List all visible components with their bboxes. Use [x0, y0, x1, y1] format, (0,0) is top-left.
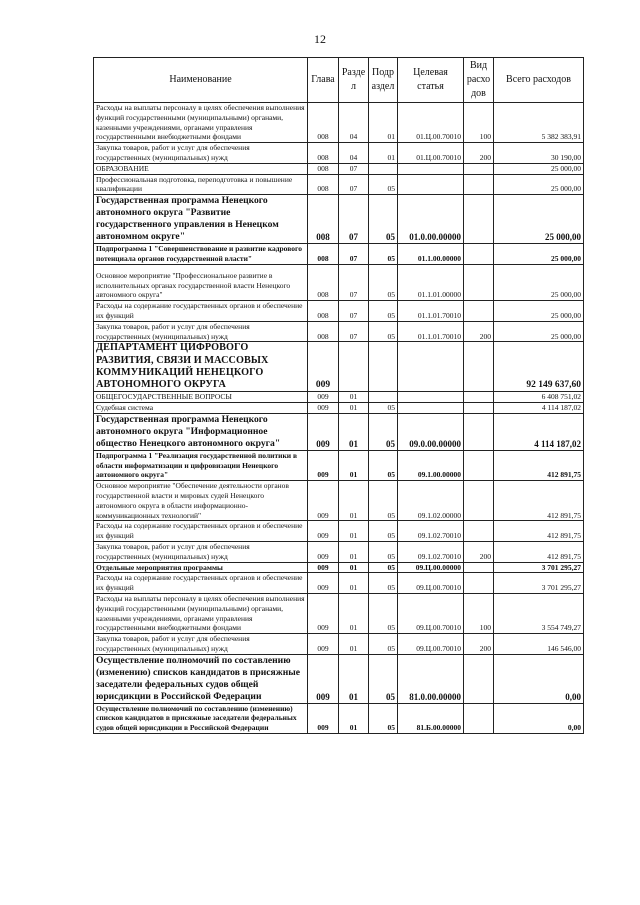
- cell-tselevaya: 09.1.02.70010: [398, 521, 464, 542]
- cell-podrazdel: 05: [369, 301, 398, 322]
- cell-podrazdel: 05: [369, 413, 398, 450]
- cell-vid: [464, 654, 494, 703]
- cell-amount: 25 000,00: [494, 163, 584, 174]
- cell-amount: 412 891,75: [494, 481, 584, 521]
- cell-name: Осуществление полномочий по составлению (изменению) списков кандидатов в присяжные заседатели федеральных судов общей юрисдикции в Российской Федерации: [94, 654, 308, 703]
- cell-podrazdel: 05: [369, 481, 398, 521]
- cell-podrazdel: [369, 392, 398, 403]
- table-row: [94, 634, 584, 655]
- table-row: [94, 654, 584, 703]
- cell-glava: 008: [308, 143, 339, 164]
- cell-razdel: 01: [339, 450, 369, 480]
- cell-vid: [464, 244, 494, 265]
- cell-amount: 25 000,00: [494, 301, 584, 322]
- cell-name: Подпрограмма 1 "Совершенствование и развитие кадрового потенциала органов государственной власти": [94, 244, 308, 265]
- cell-amount: 0,00: [494, 654, 584, 703]
- cell-podrazdel: 05: [369, 541, 398, 562]
- header-podrazdel: Подр аздел: [369, 58, 398, 103]
- cell-vid: [464, 402, 494, 413]
- cell-podrazdel: 05: [369, 195, 398, 244]
- cell-razdel: 07: [339, 174, 369, 195]
- table-row: [94, 342, 584, 392]
- table-row: [94, 163, 584, 174]
- cell-tselevaya: [398, 174, 464, 195]
- cell-podrazdel: 05: [369, 573, 398, 594]
- cell-vid: [464, 413, 494, 450]
- table-row: [94, 481, 584, 521]
- table-body: [94, 103, 584, 734]
- table-row: [94, 450, 584, 480]
- cell-glava: 009: [308, 654, 339, 703]
- cell-vid: [464, 703, 494, 733]
- cell-tselevaya: 01.1.01.00000: [398, 264, 464, 300]
- cell-amount: 4 114 187,02: [494, 402, 584, 413]
- cell-tselevaya: 01.Ц.00.70010: [398, 103, 464, 143]
- cell-name: ОБЩЕГОСУДАРСТВЕННЫЕ ВОПРОСЫ: [94, 392, 308, 403]
- cell-glava: 009: [308, 703, 339, 733]
- table-row: [94, 143, 584, 164]
- table-row: [94, 264, 584, 300]
- table-row: [94, 301, 584, 322]
- cell-name: Подпрограмма 1 "Реализация государственной политики в области информатизации и цифровизации Ненецкого автономного округа": [94, 450, 308, 480]
- cell-glava: 008: [308, 163, 339, 174]
- cell-vid: 200: [464, 321, 494, 342]
- cell-tselevaya: 81.Б.00.00000: [398, 703, 464, 733]
- cell-glava: 008: [308, 301, 339, 322]
- cell-podrazdel: [369, 163, 398, 174]
- cell-vid: [464, 301, 494, 322]
- cell-vid: [464, 562, 494, 573]
- table-row: [94, 573, 584, 594]
- cell-amount: 25 000,00: [494, 264, 584, 300]
- cell-razdel: 01: [339, 392, 369, 403]
- cell-razdel: 04: [339, 103, 369, 143]
- cell-amount: 4 114 187,02: [494, 413, 584, 450]
- cell-vid: [464, 392, 494, 403]
- cell-amount: 5 382 383,91: [494, 103, 584, 143]
- cell-amount: 146 546,00: [494, 634, 584, 655]
- cell-name: Закупка товаров, работ и услуг для обеспечения государственных (муниципальных) нужд: [94, 541, 308, 562]
- cell-amount: 25 000,00: [494, 174, 584, 195]
- cell-name: Основное мероприятие "Обеспечение деятельности органов государственной власти и мировых судей Ненецкого автономного округа в области информационно-коммуникационных технологий": [94, 481, 308, 521]
- cell-podrazdel: 05: [369, 321, 398, 342]
- cell-tselevaya: 09.1.00.00000: [398, 450, 464, 480]
- cell-amount: 30 190,00: [494, 143, 584, 164]
- cell-vid: 200: [464, 634, 494, 655]
- cell-glava: 009: [308, 634, 339, 655]
- cell-tselevaya: 09.Ц.00.00000: [398, 562, 464, 573]
- cell-razdel: 01: [339, 703, 369, 733]
- cell-tselevaya: [398, 392, 464, 403]
- cell-amount: 412 891,75: [494, 450, 584, 480]
- cell-podrazdel: 01: [369, 103, 398, 143]
- cell-name: Расходы на содержание государственных органов и обеспечение их функций: [94, 573, 308, 594]
- cell-vid: 100: [464, 103, 494, 143]
- cell-tselevaya: [398, 342, 464, 392]
- cell-tselevaya: 01.1.00.00000: [398, 244, 464, 265]
- cell-razdel: 01: [339, 634, 369, 655]
- table-row: [94, 321, 584, 342]
- cell-name: Основное мероприятие "Профессиональное развитие в исполнительных органах государственной власти Ненецкого автономного округа": [94, 264, 308, 300]
- cell-tselevaya: 01.1.01.70010: [398, 321, 464, 342]
- cell-glava: 008: [308, 174, 339, 195]
- cell-razdel: 01: [339, 573, 369, 594]
- cell-tselevaya: [398, 163, 464, 174]
- cell-name: Государственная программа Ненецкого автономного округа "Развитие государственного управления в Ненецком автономном округе": [94, 195, 308, 244]
- table-row: [94, 562, 584, 573]
- cell-tselevaya: 09.Ц.00.70010: [398, 573, 464, 594]
- cell-razdel: 07: [339, 264, 369, 300]
- cell-glava: 008: [308, 103, 339, 143]
- table-row: [94, 521, 584, 542]
- table-row: [94, 541, 584, 562]
- table-row: [94, 413, 584, 450]
- cell-name: Осуществление полномочий по составлению (изменению) списков кандидатов в присяжные заседатели федеральных судов общей юрисдикции в Российской Федерации: [94, 703, 308, 733]
- header-name: Наименование: [94, 58, 308, 103]
- cell-glava: 009: [308, 562, 339, 573]
- cell-amount: 0,00: [494, 703, 584, 733]
- cell-name: Профессиональная подготовка, переподготовка и повышение квалификации: [94, 174, 308, 195]
- header-tselevaya: Целевая статья: [398, 58, 464, 103]
- cell-podrazdel: 05: [369, 634, 398, 655]
- table-row: [94, 392, 584, 403]
- cell-name: Государственная программа Ненецкого автономного округа "Информационное общество Ненецкого автономного округа": [94, 413, 308, 450]
- cell-tselevaya: 01.0.00.00000: [398, 195, 464, 244]
- table-row: [94, 195, 584, 244]
- cell-razdel: 01: [339, 562, 369, 573]
- table-row: [94, 103, 584, 143]
- cell-amount: 25 000,00: [494, 244, 584, 265]
- cell-vid: [464, 521, 494, 542]
- cell-tselevaya: 09.0.00.00000: [398, 413, 464, 450]
- cell-vid: [464, 342, 494, 392]
- cell-glava: 009: [308, 413, 339, 450]
- cell-glava: 009: [308, 450, 339, 480]
- cell-tselevaya: 09.1.02.70010: [398, 541, 464, 562]
- cell-amount: 412 891,75: [494, 521, 584, 542]
- header-total: Всего расходов: [494, 58, 584, 103]
- cell-name: Расходы на содержание государственных органов и обеспечение их функций: [94, 301, 308, 322]
- cell-glava: 009: [308, 402, 339, 413]
- cell-vid: [464, 195, 494, 244]
- page-number: 12: [314, 32, 326, 46]
- cell-podrazdel: 05: [369, 244, 398, 265]
- cell-razdel: 07: [339, 195, 369, 244]
- cell-name: Расходы на содержание государственных органов и обеспечение их функций: [94, 521, 308, 542]
- cell-glava: 009: [308, 392, 339, 403]
- cell-name: Закупка товаров, работ и услуг для обеспечения государственных (муниципальных) нужд: [94, 321, 308, 342]
- cell-vid: [464, 481, 494, 521]
- cell-name: Закупка товаров, работ и услуг для обеспечения государственных (муниципальных) нужд: [94, 634, 308, 655]
- cell-razdel: [339, 342, 369, 392]
- cell-amount: 25 000,00: [494, 321, 584, 342]
- cell-podrazdel: [369, 342, 398, 392]
- cell-podrazdel: 05: [369, 402, 398, 413]
- cell-vid: [464, 163, 494, 174]
- cell-glava: 008: [308, 244, 339, 265]
- cell-glava: 009: [308, 342, 339, 392]
- cell-name: Судебная система: [94, 402, 308, 413]
- cell-glava: 009: [308, 573, 339, 594]
- table-row: [94, 402, 584, 413]
- cell-glava: 008: [308, 195, 339, 244]
- cell-vid: 100: [464, 593, 494, 633]
- cell-tselevaya: 81.0.00.00000: [398, 654, 464, 703]
- cell-razdel: 01: [339, 654, 369, 703]
- cell-glava: 009: [308, 481, 339, 521]
- cell-podrazdel: 05: [369, 174, 398, 195]
- header-glava: Глава: [308, 58, 339, 103]
- table-header-row: [94, 58, 584, 103]
- cell-glava: 009: [308, 593, 339, 633]
- cell-razdel: 07: [339, 163, 369, 174]
- cell-tselevaya: 09.1.02.00000: [398, 481, 464, 521]
- cell-vid: [464, 264, 494, 300]
- cell-tselevaya: [398, 402, 464, 413]
- cell-razdel: 01: [339, 413, 369, 450]
- cell-amount: 412 891,75: [494, 541, 584, 562]
- cell-amount: 25 000,00: [494, 195, 584, 244]
- cell-razdel: 04: [339, 143, 369, 164]
- cell-razdel: 01: [339, 402, 369, 413]
- cell-name: Отдельные мероприятия программы: [94, 562, 308, 573]
- cell-glava: 008: [308, 321, 339, 342]
- table-row: [94, 174, 584, 195]
- cell-amount: 6 408 751,02: [494, 392, 584, 403]
- cell-name: Расходы на выплаты персоналу в целях обеспечения выполнения функций государственными (муниципальными) органами, казенными учреждениями, органами управления государственными внебюджетными фондами: [94, 103, 308, 143]
- cell-podrazdel: 05: [369, 593, 398, 633]
- expense-table: [93, 57, 584, 734]
- table-row: [94, 593, 584, 633]
- cell-podrazdel: 05: [369, 654, 398, 703]
- cell-razdel: 01: [339, 481, 369, 521]
- cell-podrazdel: 05: [369, 562, 398, 573]
- cell-vid: [464, 174, 494, 195]
- cell-vid: [464, 573, 494, 594]
- cell-amount: 3 701 295,27: [494, 562, 584, 573]
- cell-podrazdel: 05: [369, 521, 398, 542]
- table-row: [94, 703, 584, 733]
- cell-razdel: 07: [339, 321, 369, 342]
- cell-vid: 200: [464, 541, 494, 562]
- cell-tselevaya: 01.Ц.00.70010: [398, 143, 464, 164]
- cell-tselevaya: 09.Ц.00.70010: [398, 634, 464, 655]
- cell-amount: 92 149 637,60: [494, 342, 584, 392]
- cell-podrazdel: 05: [369, 703, 398, 733]
- cell-amount: 3 554 749,27: [494, 593, 584, 633]
- cell-razdel: 07: [339, 244, 369, 265]
- cell-razdel: 01: [339, 541, 369, 562]
- cell-razdel: 07: [339, 301, 369, 322]
- cell-podrazdel: 05: [369, 450, 398, 480]
- cell-name: Расходы на выплаты персоналу в целях обеспечения выполнения функций государственными (муниципальными) органами, казенными учреждениями, органами управления государственными внебюджетными фондами: [94, 593, 308, 633]
- header-vid: Вид расхо дов: [464, 58, 494, 103]
- cell-glava: 009: [308, 521, 339, 542]
- cell-tselevaya: 09.Ц.00.70010: [398, 593, 464, 633]
- cell-name: ОБРАЗОВАНИЕ: [94, 163, 308, 174]
- cell-tselevaya: 01.1.01.70010: [398, 301, 464, 322]
- cell-name: Закупка товаров, работ и услуг для обеспечения государственных (муниципальных) нужд: [94, 143, 308, 164]
- cell-podrazdel: 01: [369, 143, 398, 164]
- cell-vid: 200: [464, 143, 494, 164]
- cell-name: ДЕПАРТАМЕНТ ЦИФРОВОГО РАЗВИТИЯ, СВЯЗИ И МАССОВЫХ КОММУНИКАЦИЙ НЕНЕЦКОГО АВТОНОМНОГО ОКРУГА: [94, 342, 308, 392]
- cell-podrazdel: 05: [369, 264, 398, 300]
- cell-razdel: 01: [339, 593, 369, 633]
- cell-amount: 3 701 295,27: [494, 573, 584, 594]
- cell-vid: [464, 450, 494, 480]
- cell-glava: 009: [308, 541, 339, 562]
- table-row: [94, 244, 584, 265]
- cell-glava: 008: [308, 264, 339, 300]
- cell-razdel: 01: [339, 521, 369, 542]
- header-razdel: Разде л: [339, 58, 369, 103]
